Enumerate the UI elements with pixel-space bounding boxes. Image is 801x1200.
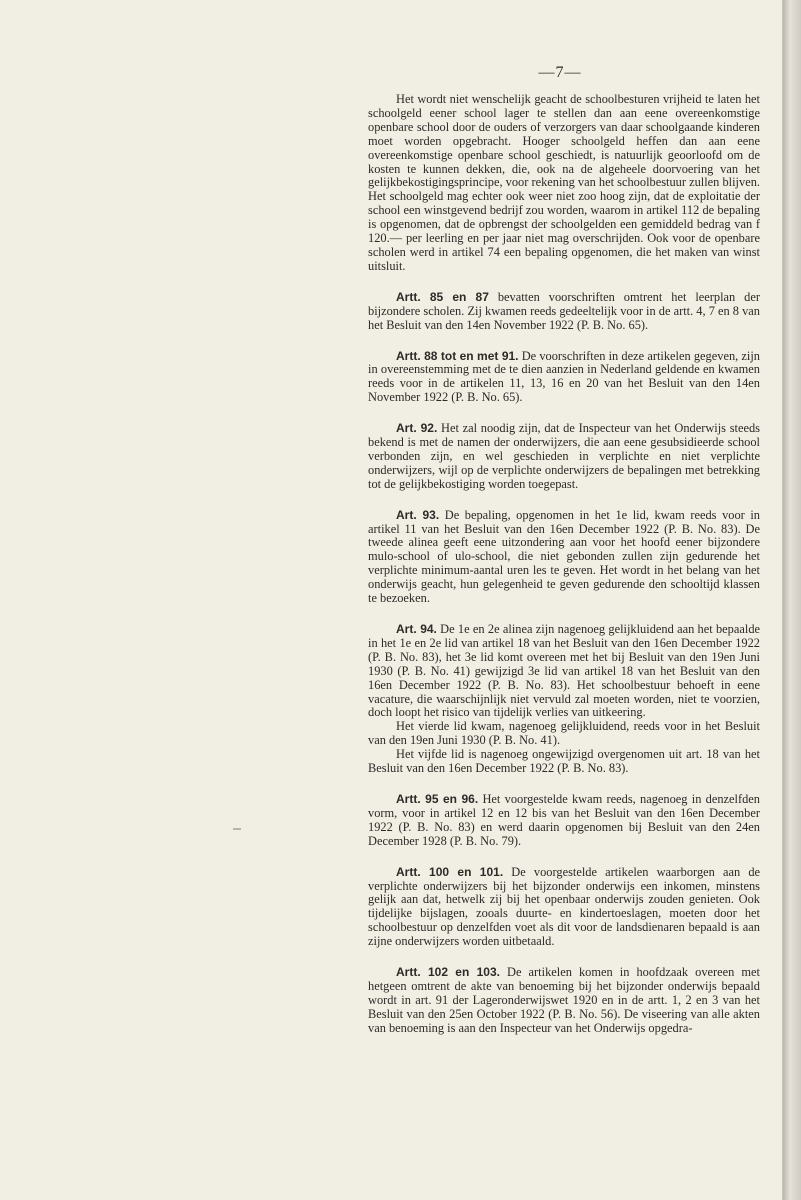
paragraph-schoolgeld — [368, 93, 760, 274]
paragraph-artt-85-87 — [368, 291, 760, 333]
paragraph-artt-102-103 — [368, 966, 760, 1036]
paragraph-artt-88-91 — [368, 350, 760, 406]
margin-mark — [233, 828, 241, 830]
paragraph-text: Het vijfde lid is nagenoeg ongewijzigd overgenomen uit art. 18 van het Besluit van den 16en December 1922 (P. B. No. 83). — [368, 747, 760, 776]
paragraph-artt-95-96 — [368, 793, 760, 849]
article-heading: Artt. 95 en 96. — [396, 791, 479, 806]
paragraph-text: De artikelen komen in hoofdzaak overeen met hetgeen omtrent de akte van benoeming bij het bijzonder onderwijs bepaald wordt in art. 91 der Lageronderwijswet 1920 en in de artt. 1, 2 en 3 van het Besluit van den 25en October 1922 (P. B. No. 56). De viseering van alle akten van benoeming is aan den Inspecteur van het Onderwijs opgedra- — [368, 965, 760, 1035]
paragraph-art-94 — [368, 623, 760, 720]
paragraph-artt-100-101 — [368, 866, 760, 949]
paragraph-text: Het vierde lid kwam, nagenoeg gelijkluidend, reeds voor in het Besluit van den 19en Juni 1930 (P. B. No. 41). — [368, 719, 760, 748]
paragraph-text: Het wordt niet wenschelijk geacht de schoolbesturen vrijheid te laten het schoolgeld eener school lager te stellen dan aan eene overeenkomstige openbare school door de ouders of verzorgers van daar schoolgaande kinderen moet worden opgebracht. Hooger schoolgeld heffen dan aan eene overeenkomstige openbare school geschiedt, is natuurlijk geoorloofd om de kosten te kunnen dekken, die, ook na de algeheele doorvoering van het gelijkbekostigingsprincipe, voor rekening van het schoolbestuur zullen blijven. Het schoolgeld mag echter ook weer niet zoo hoog zijn, dat de exploitatie der school een winstgevend bedrijf zou worden, waarom in artikel 112 de bepaling is opgenomen, dat de opbrengst der schoolgelden een gemiddeld bedrag van f 120.— per leerling en per jaar niet mag overschrijden. Ook voor de openbare scholen werd in artikel 74 een bepaling opgenomen, die het maken van winst uitsluit. — [368, 92, 760, 273]
article-heading: Art. 92. — [396, 421, 438, 436]
paragraph-art-94-lid-4 — [368, 720, 760, 748]
paragraph-art-93 — [368, 509, 760, 606]
article-heading: Artt. 102 en 103. — [396, 965, 500, 980]
paragraph-art-94-lid-5 — [368, 748, 760, 776]
article-heading: Artt. 88 tot en met 91. — [396, 348, 519, 363]
page-number: —7— — [538, 64, 582, 81]
paragraph-text: De voorgestelde artikelen waarborgen aan de verplichte onderwijzers bij het bijzonder onderwijs een inkomen, minstens gelijk aan dat, hetwelk zij bij het openbaar onderwijs zouden genieten. Ook tijdelijke bijslagen, zooals duurte- en kindertoeslagen, moeten door het schoolbestuur op denzelfden voet als dit voor de landsdienaren bepaald is aan zijne onderwijzers worden uitbetaald. — [368, 864, 761, 949]
paragraph-text: De 1e en 2e alinea zijn nagenoeg gelijkluidend aan het bepaalde in het 1e en 2e lid van artikel 18 van het Besluit van den 16en December 1922 (P. B. No. 83), het 3e lid komt overeen met het bij Besluit van den 19en Juni 1930 (P. B. No. 41) gewijzigd 3e lid van artikel 18 van het Besluit van den 16en December 1922 (P. B. No. 83). Het schoolbestuur behoeft in eene vacature, die waarschijnlijk niet vervuld zal moeten worden, niet te voorzien, doch loopt het risico van tijdelijk verlies van uitkeering. — [368, 622, 761, 720]
paragraph-text: De voorschriften in deze artikelen gegeven, zijn in overeenstemming met de te dien aanzien in Nederland geldende en kwamen reeds voor in de artikelen 11, 13, 16 en 20 van het Besluit van den 14en November 1922 (P. B. No. 65). — [368, 348, 761, 405]
page-edge — [783, 0, 801, 1200]
article-heading: Art. 94. — [396, 622, 437, 636]
paragraph-text: bevatten voorschriften omtrent het leerplan der bijzondere scholen. Zij kwamen reeds gedeeltelijk voor in de artt. 4, 7 en 8 van het Besluit van den 14en November 1922 (P. B. No. 65). — [368, 289, 760, 332]
paragraph-text: Het zal noodig zijn, dat de Inspecteur van het Onderwijs steeds bekend is met de namen der onderwijzers, die aan eene gesubsidieerde school verbonden zijn, en wel geschieden in verplichte en niet verplichte onderwijzers, wijl op de verplichte onderwijzers de bepalingen met betrekking tot de gelijkbekostiging worden toegepast. — [368, 421, 760, 491]
body-text — [368, 93, 760, 1036]
article-heading: Art. 93. — [396, 507, 440, 522]
paragraph-art-92 — [368, 422, 760, 492]
article-heading: Artt. 85 en 87 — [396, 289, 489, 304]
paragraph-text: De bepaling, opgenomen in het 1e lid, kwam reeds voor in artikel 11 van het Besluit van den 16en December 1922 (P. B. No. 83). De tweede alinea geeft eene uitzondering aan voor het hoofd eener bijzondere mulo-school of ulo-school, die niet gebonden zullen zijn gedurende het verplichte minimum-aantal uren les te geven. Het wordt in het belang van het onderwijs geacht, hun gelegenheid te geven gedurende den schooltijd klassen te bezoeken. — [368, 507, 761, 606]
article-heading: Artt. 100 en 101. — [396, 864, 504, 879]
paragraph-text: Het voorgestelde kwam reeds, nagenoeg in denzelfden vorm, voor in artikel 12 en 12 bis van het Besluit van den 16en December 1922 (P. B. No. 83) en werd daarin opgenomen bij Besluit van den 24en December 1928 (P. B. No. 79). — [368, 791, 761, 848]
